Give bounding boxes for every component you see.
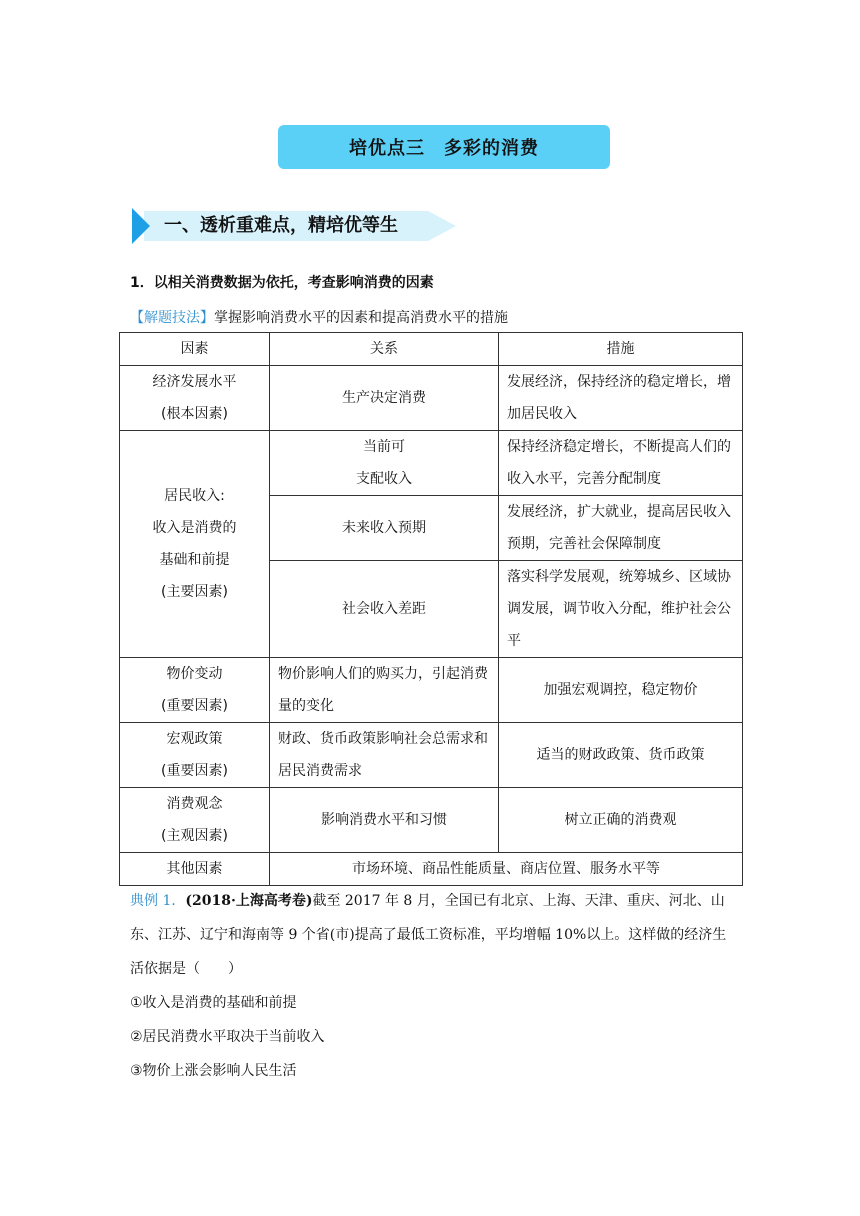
- table-row: [120, 853, 743, 886]
- topic-heading: 1．以相关消费数据为依托，考查影响消费的因素: [130, 275, 434, 291]
- lesson-title-banner: 培优点三 多彩的消费: [278, 125, 610, 169]
- table-row: [120, 366, 743, 431]
- relation-cell: 生产决定消费: [270, 366, 499, 431]
- consumption-factors-table: [119, 332, 743, 886]
- relation-cell: 社会收入差距: [270, 561, 499, 658]
- option-item: ②居民消费水平取决于当前收入: [130, 1029, 325, 1045]
- relation-cell: 影响消费水平和习惯: [270, 788, 499, 853]
- table-row: [120, 658, 743, 723]
- relation-cell: 财政、货币政策影响社会总需求和居民消费需求: [270, 723, 499, 788]
- table-row: [120, 723, 743, 788]
- factor-cell: 宏观政策 (重要因素): [120, 723, 270, 788]
- measure-cell: 树立正确的消费观: [499, 788, 743, 853]
- measure-cell: 保持经济稳定增长，不断提高人们的收入水平，完善分配制度: [499, 431, 743, 496]
- header-factor: 因素: [120, 333, 270, 366]
- table-row: [120, 788, 743, 853]
- factor-cell: 其他因素: [120, 853, 270, 886]
- section-title: 一、透析重难点，精培优等生: [164, 215, 398, 236]
- relation-cell: 当前可 支配收入: [270, 431, 499, 496]
- option-item: ①收入是消费的基础和前提: [130, 995, 297, 1011]
- relation-cell: 未来收入预期: [270, 496, 499, 561]
- option-item: ③物价上涨会影响人民生活: [130, 1063, 297, 1079]
- factor-cell: 消费观念 (主观因素): [120, 788, 270, 853]
- other-factors-cell: 市场环境、商品性能质量、商店位置、服务水平等: [270, 853, 743, 886]
- tip-text: 掌握影响消费水平的因素和提高消费水平的措施: [214, 310, 508, 326]
- solving-tip: [130, 307, 508, 327]
- measure-cell: 落实科学发展观，统筹城乡、区域协调发展，调节收入分配，维护社会公平: [499, 561, 743, 658]
- example-question: [130, 884, 740, 986]
- example-source: (2018·上海高考卷): [185, 893, 313, 909]
- measure-cell: 发展经济，扩大就业，提高居民收入预期，完善社会保障制度: [499, 496, 743, 561]
- section-header: [128, 208, 458, 244]
- table-row: [120, 431, 743, 496]
- header-relation: 关系: [270, 333, 499, 366]
- factor-cell: 物价变动 (重要因素): [120, 658, 270, 723]
- measure-cell: 适当的财政政策、货币政策: [499, 723, 743, 788]
- table-header-row: [120, 333, 743, 366]
- example-text: 截至 2017 年 8 月，全国已有北京、上海、天津、重庆、河北、山东、江苏、辽宁和海南等 9 个省(市)提高了最低工资标准，平均增幅 10%以上。这样做的经济生活依据是（ ）: [130, 893, 727, 977]
- factor-cell: 居民收入: 收入是消费的 基础和前提 (主要因素): [120, 431, 270, 658]
- tip-tag: 【解题技法】: [130, 310, 214, 326]
- measure-cell: 加强宏观调控，稳定物价: [499, 658, 743, 723]
- example-lead: 典例 1．: [130, 893, 186, 909]
- relation-cell: 物价影响人们的购买力，引起消费量的变化: [270, 658, 499, 723]
- factor-cell: 经济发展水平 (根本因素): [120, 366, 270, 431]
- measure-cell: 发展经济，保持经济的稳定增长，增加居民收入: [499, 366, 743, 431]
- header-measure: 措施: [499, 333, 743, 366]
